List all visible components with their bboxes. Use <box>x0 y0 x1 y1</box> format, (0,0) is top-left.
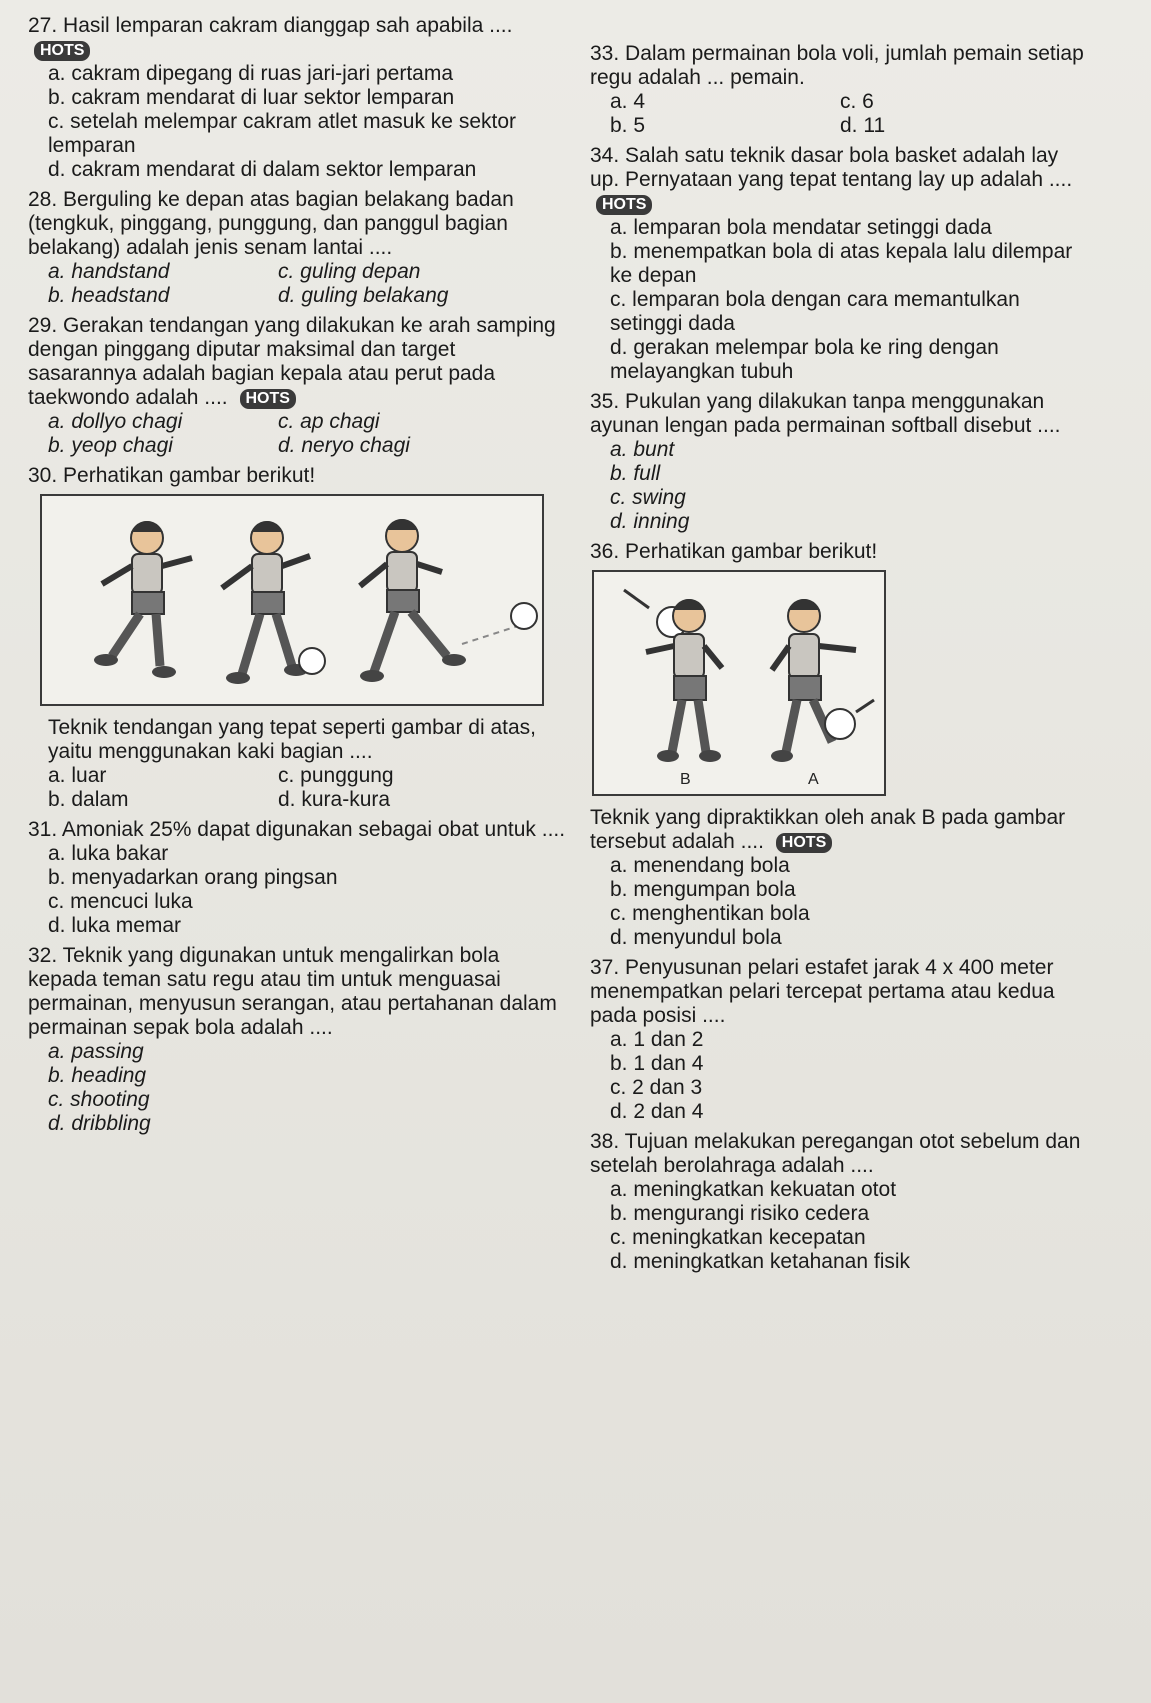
option-b[interactable]: b. mengumpan bola <box>610 878 796 901</box>
option-c[interactable]: c. shooting <box>48 1088 150 1111</box>
question-33 <box>590 42 1090 138</box>
option-a[interactable]: a. bunt <box>610 438 675 461</box>
left-column <box>28 14 568 1142</box>
option-c[interactable]: c. mencuci luka <box>48 890 193 913</box>
question-stem: Penyusunan pelari estafet jarak 4 x 400 meter menempatkan pelari tercepat pertama atau kedua pada posisi .... <box>590 956 1055 1027</box>
question-stem: Gerakan tendangan yang dilakukan ke arah samping dengan pinggang diputar maksimal dan target sasarannya adalah bagian kepala atau perut pada taekwondo adalah .... <box>28 314 556 409</box>
question-number: 28. <box>28 188 58 211</box>
option-c[interactable]: c. guling depan <box>278 260 421 283</box>
question-number: 37. <box>590 956 620 979</box>
option-c[interactable]: c. setelah melempar cakram atlet masuk ke sektor lemparan <box>48 110 517 157</box>
option-d[interactable]: d. kura-kura <box>278 788 391 811</box>
soccer-ball-icon <box>511 603 537 629</box>
question-34 <box>590 144 1090 384</box>
option-b[interactable]: b. 5 <box>610 114 646 137</box>
option-d[interactable]: d. cakram mendarat di dalam sektor lemparan <box>48 158 477 181</box>
question-stem: Berguling ke depan atas bagian belakang badan (tengkuk, pinggang, punggung, dan panggul bagian belakang) adalah jenis senam lantai .... <box>28 188 514 259</box>
question-35 <box>590 390 1090 534</box>
soccer-ball-icon <box>825 709 855 739</box>
option-b[interactable]: b. mengurangi risiko cedera <box>610 1202 870 1225</box>
option-c[interactable]: c. punggung <box>278 764 394 787</box>
question-number: 35. <box>590 390 620 413</box>
option-d[interactable]: d. menyundul bola <box>610 926 782 949</box>
question-number: 38. <box>590 1130 620 1153</box>
question-stem: Dalam permainan bola voli, jumlah pemain setiap regu adalah ... pemain. <box>590 42 1084 89</box>
hots-badge: HOTS <box>240 389 296 409</box>
question-stem: Perhatikan gambar berikut! <box>625 540 878 563</box>
option-c[interactable]: c. menghentikan bola <box>610 902 810 925</box>
boy-figure <box>94 521 192 678</box>
question-number: 36. <box>590 540 620 563</box>
option-d[interactable]: d. guling belakang <box>278 284 449 307</box>
option-c[interactable]: c. lemparan bola dengan cara memantulkan setinggi dada <box>610 288 1020 335</box>
question-38 <box>590 1130 1090 1274</box>
option-a[interactable]: a. lemparan bola mendatar setinggi dada <box>610 216 992 239</box>
figure-kicking-sequence <box>40 494 544 706</box>
question-stem: Hasil lemparan cakram dianggap sah apabila .... <box>63 14 513 37</box>
question-number: 31. <box>28 818 58 841</box>
option-d[interactable]: d. dribbling <box>48 1112 151 1135</box>
option-a[interactable]: a. 4 <box>610 90 646 113</box>
question-stem: Amoniak 25% dapat digunakan sebagai obat untuk .... <box>61 818 566 841</box>
question-stem: Teknik yang digunakan untuk mengalirkan bola kepada teman satu regu atau tim untuk menguasai permainan, menyusun serangan, atau pertahanan dalam permainan sepak bola adalah .... <box>28 944 557 1039</box>
option-b[interactable]: b. yeop chagi <box>48 434 173 457</box>
kicking-illustration <box>42 496 542 704</box>
option-d[interactable]: d. 2 dan 4 <box>610 1100 704 1123</box>
option-c[interactable]: c. ap chagi <box>278 410 380 433</box>
option-a[interactable]: a. cakram dipegang di ruas jari-jari pertama <box>48 62 454 85</box>
boy-a-figure <box>771 599 874 762</box>
hots-badge: HOTS <box>776 833 832 853</box>
question-30 <box>28 464 568 812</box>
question-number: 27. <box>28 14 58 37</box>
question-32 <box>28 944 568 1136</box>
question-stem: Pukulan yang dilakukan tanpa menggunakan ayunan lengan pada permainan softball disebut .... <box>590 390 1061 437</box>
question-36 <box>590 540 1090 950</box>
question-stem: Salah satu teknik dasar bola basket adalah lay up. Pernyataan yang tepat tentang lay up adalah .... <box>590 144 1073 191</box>
option-a[interactable]: a. meningkatkan kekuatan otot <box>610 1178 897 1201</box>
option-b[interactable]: b. headstand <box>48 284 170 307</box>
option-b[interactable]: b. dalam <box>48 788 129 811</box>
question-28 <box>28 188 568 308</box>
option-a[interactable]: a. menendang bola <box>610 854 790 877</box>
option-b[interactable]: b. 1 dan 4 <box>610 1052 704 1075</box>
option-b[interactable]: b. full <box>610 462 661 485</box>
option-a[interactable]: a. dollyo chagi <box>48 410 183 433</box>
question-number: 29. <box>28 314 58 337</box>
option-b[interactable]: b. menyadarkan orang pingsan <box>48 866 338 889</box>
option-d[interactable]: d. gerakan melempar bola ke ring dengan melayangkan tubuh <box>610 336 999 383</box>
option-a[interactable]: a. luka bakar <box>48 842 169 865</box>
option-c[interactable]: c. 2 dan 3 <box>610 1076 703 1099</box>
football-illustration <box>594 572 884 794</box>
option-d[interactable]: d. luka memar <box>48 914 182 937</box>
question-27 <box>28 14 568 182</box>
option-d[interactable]: d. inning <box>610 510 690 533</box>
option-a[interactable]: a. luar <box>48 764 107 787</box>
hots-badge: HOTS <box>596 195 652 215</box>
boy-b-figure <box>624 590 722 762</box>
question-29 <box>28 314 568 458</box>
soccer-ball-icon <box>299 648 325 674</box>
option-b[interactable]: b. cakram mendarat di luar sektor lemparan <box>48 86 455 109</box>
question-number: 33. <box>590 42 620 65</box>
question-stem: Tujuan melakukan peregangan otot sebelum dan setelah berolahraga adalah .... <box>590 1130 1081 1177</box>
option-d[interactable]: d. neryo chagi <box>278 434 410 457</box>
question-stem: Perhatikan gambar berikut! <box>63 464 316 487</box>
figure-label-a: A <box>808 771 819 788</box>
question-number: 32. <box>28 944 58 967</box>
option-c[interactable]: c. 6 <box>840 90 874 113</box>
hots-badge: HOTS <box>34 41 90 61</box>
option-c[interactable]: c. meningkatkan kecepatan <box>610 1226 866 1249</box>
option-d[interactable]: d. meningkatkan ketahanan fisik <box>610 1250 911 1273</box>
figure-label-b: B <box>680 771 691 788</box>
question-followup: Teknik tendangan yang tepat seperti gambar di atas, yaitu menggunakan kaki bagian .... <box>48 716 536 763</box>
boy-figure <box>222 521 310 684</box>
question-followup: Teknik yang dipraktikkan oleh anak B pada gambar tersebut adalah .... <box>590 806 1066 853</box>
figure-two-boys <box>592 570 886 796</box>
option-d[interactable]: d. 11 <box>840 114 886 137</box>
option-a[interactable]: a. 1 dan 2 <box>610 1028 704 1051</box>
question-31 <box>28 818 568 938</box>
option-b[interactable]: b. menempatkan bola di atas kepala lalu dilempar ke depan <box>610 240 1073 287</box>
question-number: 34. <box>590 144 620 167</box>
question-37 <box>590 956 1090 1124</box>
option-b[interactable]: b. heading <box>48 1064 147 1087</box>
question-number: 30. <box>28 464 58 487</box>
option-a[interactable]: a. passing <box>48 1040 144 1063</box>
option-a[interactable]: a. handstand <box>48 260 170 283</box>
right-column <box>590 42 1090 1280</box>
option-c[interactable]: c. swing <box>610 486 686 509</box>
boy-figure <box>360 519 466 682</box>
